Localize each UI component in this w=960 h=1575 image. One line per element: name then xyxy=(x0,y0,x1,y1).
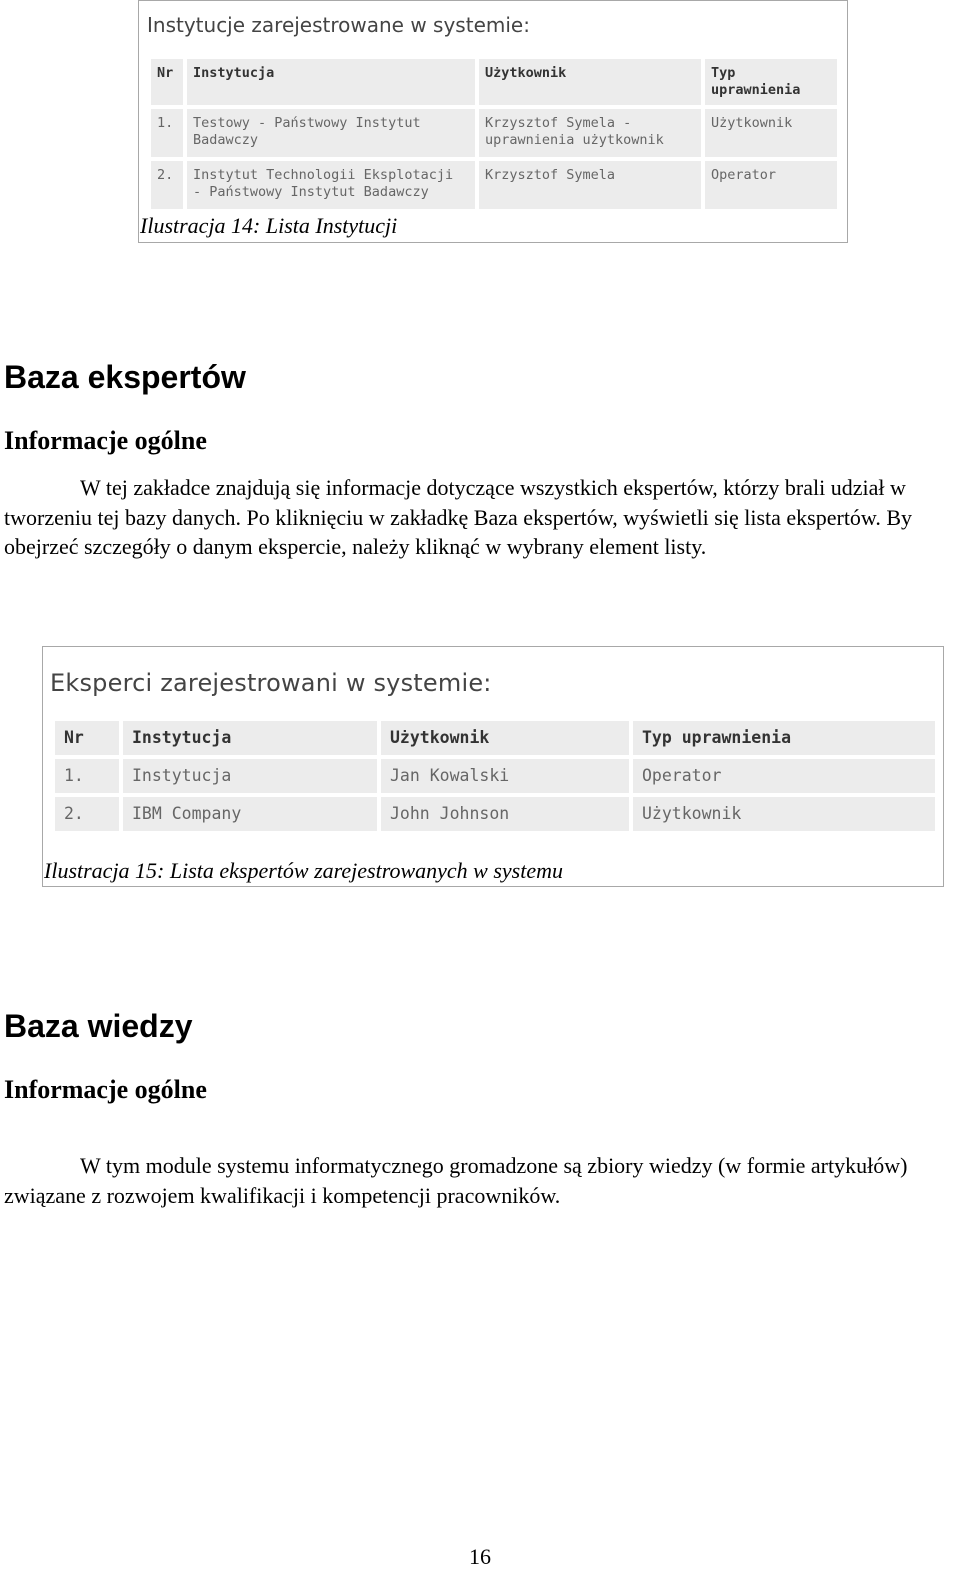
table-row[interactable] xyxy=(151,161,837,209)
experts-paragraph-text: W tej zakładce znajdują się informacje dotyczące wszystkich ekspertów, którzy brali udział w tworzeniu tej bazy danych. Po kliknięciu w zakładkę Baza ekspertów, wyświetli się lista ekspertów. By obejrzeć szczegóły o danym ekspercie, należy kliknąć w wybrany element listy. xyxy=(4,475,913,559)
cell-permission-type: Użytkownik xyxy=(705,109,837,157)
header-institution: Instytucja xyxy=(187,59,475,105)
table-row[interactable] xyxy=(55,797,935,831)
experts-paragraph xyxy=(4,473,956,562)
table-header-row xyxy=(151,59,837,105)
section-heading-knowledge: Baza wiedzy xyxy=(4,1008,193,1044)
cell-nr: 2. xyxy=(151,161,183,209)
screenshot-title: Eksperci zarejestrowani w systemie: xyxy=(50,669,492,697)
cell-institution: Testowy - Państwowy Instytut Badawczy xyxy=(187,109,475,157)
cell-institution: IBM Company xyxy=(123,797,377,831)
figure-institutions-list xyxy=(138,0,848,243)
cell-user: Jan Kowalski xyxy=(381,759,629,793)
cell-permission-type: Użytkownik xyxy=(633,797,935,831)
table-row[interactable] xyxy=(55,759,935,793)
figure-experts-list xyxy=(42,646,944,887)
section-heading-experts: Baza ekspertów xyxy=(4,359,246,395)
cell-nr: 1. xyxy=(55,759,119,793)
table-header-row xyxy=(55,721,935,755)
header-nr: Nr xyxy=(55,721,119,755)
knowledge-paragraph xyxy=(4,1151,956,1210)
cell-institution: Instytut Technologii Eksplotacji - Państwowy Instytut Badawczy xyxy=(187,161,475,209)
cell-nr: 1. xyxy=(151,109,183,157)
screenshot-title: Instytucje zarejestrowane w systemie: xyxy=(147,13,530,37)
cell-institution: Instytucja xyxy=(123,759,377,793)
table-row[interactable] xyxy=(151,109,837,157)
cell-user: Krzysztof Symela xyxy=(479,161,701,209)
subheading-general-info: Informacje ogólne xyxy=(4,1075,207,1104)
header-permission-type: Typ uprawnienia xyxy=(705,59,837,105)
header-institution: Instytucja xyxy=(123,721,377,755)
cell-user: Krzysztof Symela - uprawnienia użytkownik xyxy=(479,109,701,157)
figure-caption: Ilustracja 15: Lista ekspertów zarejestrowanych w systemu xyxy=(44,858,563,883)
cell-permission-type: Operator xyxy=(705,161,837,209)
header-user: Użytkownik xyxy=(381,721,629,755)
header-nr: Nr xyxy=(151,59,183,105)
cell-permission-type: Operator xyxy=(633,759,935,793)
knowledge-paragraph-text: W tym module systemu informatycznego gromadzone są zbiory wiedzy (w formie artykułów) związane z rozwojem kwalifikacji i kompetencji pracowników. xyxy=(4,1153,908,1208)
institutions-table xyxy=(147,55,841,213)
subheading-general-info: Informacje ogólne xyxy=(4,426,207,455)
experts-table xyxy=(51,717,939,835)
header-permission-type: Typ uprawnienia xyxy=(633,721,935,755)
cell-nr: 2. xyxy=(55,797,119,831)
cell-user: John Johnson xyxy=(381,797,629,831)
header-user: Użytkownik xyxy=(479,59,701,105)
page-number: 16 xyxy=(469,1544,491,1569)
figure-caption: Ilustracja 14: Lista Instytucji xyxy=(140,213,398,238)
